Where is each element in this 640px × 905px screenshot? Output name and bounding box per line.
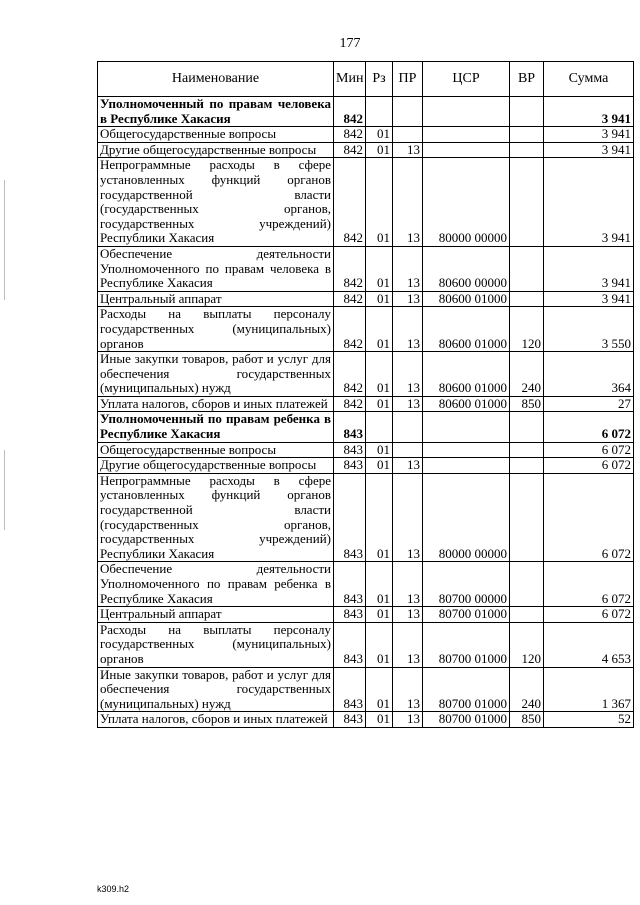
cell-pr: 13 (393, 458, 423, 474)
cell-pr: 13 (393, 562, 423, 607)
cell-name: Уполномоченный по правам человека в Республике Хакасия (98, 97, 334, 127)
cell-name: Обеспечение деятельности Уполномоченного по правам ребенка в Республике Хакасия (98, 562, 334, 607)
cell-name: Другие общегосударственные вопросы (98, 458, 334, 474)
cell-vr (510, 142, 544, 158)
cell-vr (510, 562, 544, 607)
table-row (98, 412, 634, 442)
cell-name: Уплата налогов, сборов и иных платежей (98, 396, 334, 412)
cell-pr (393, 412, 423, 442)
cell-min: 843 (334, 607, 366, 623)
cell-vr: 850 (510, 712, 544, 728)
cell-csr: 80600 01000 (423, 396, 510, 412)
cell-rz: 01 (366, 562, 393, 607)
cell-sum: 4 653 (544, 622, 634, 667)
table-row (98, 97, 634, 127)
footer-code: k309.h2 (97, 884, 130, 894)
cell-vr (510, 127, 544, 143)
cell-min: 842 (334, 352, 366, 397)
cell-min: 843 (334, 473, 366, 562)
cell-csr (423, 442, 510, 458)
table-row (98, 246, 634, 291)
cell-name: Непрограммные расходы в сфере установленных функций органов государственной власти (государственных органов, государственных учреждений) Республики Хакасия (98, 473, 334, 562)
cell-min: 842 (334, 142, 366, 158)
cell-rz: 01 (366, 158, 393, 247)
cell-pr: 13 (393, 158, 423, 247)
cell-min: 842 (334, 291, 366, 307)
cell-sum: 27 (544, 396, 634, 412)
table-row (98, 712, 634, 728)
table-row (98, 442, 634, 458)
cell-vr (510, 246, 544, 291)
cell-pr: 13 (393, 622, 423, 667)
header-vr: ВР (510, 62, 544, 97)
table-row (98, 352, 634, 397)
cell-pr (393, 442, 423, 458)
cell-csr (423, 142, 510, 158)
table-row (98, 473, 634, 562)
cell-min: 842 (334, 127, 366, 143)
cell-name: Расходы на выплаты персоналу государственных (муниципальных) органов (98, 622, 334, 667)
cell-csr (423, 458, 510, 474)
cell-vr (510, 97, 544, 127)
margin-mark (4, 180, 5, 300)
margin-mark (4, 450, 5, 530)
cell-rz: 01 (366, 127, 393, 143)
cell-sum: 6 072 (544, 607, 634, 623)
table-row (98, 127, 634, 143)
cell-sum: 6 072 (544, 458, 634, 474)
header-rz: Рз (366, 62, 393, 97)
cell-sum: 52 (544, 712, 634, 728)
cell-vr (510, 607, 544, 623)
cell-pr: 13 (393, 246, 423, 291)
cell-min: 843 (334, 442, 366, 458)
cell-vr: 850 (510, 396, 544, 412)
header-pr: ПР (393, 62, 423, 97)
cell-sum: 3 941 (544, 127, 634, 143)
table-row (98, 307, 634, 352)
cell-pr: 13 (393, 712, 423, 728)
cell-csr: 80700 00000 (423, 562, 510, 607)
cell-min: 843 (334, 562, 366, 607)
table-row (98, 607, 634, 623)
cell-name: Центральный аппарат (98, 291, 334, 307)
cell-min: 842 (334, 396, 366, 412)
cell-sum: 3 941 (544, 97, 634, 127)
header-sum: Сумма (544, 62, 634, 97)
page-number: 177 (339, 36, 361, 51)
header-name: Наименование (98, 62, 334, 97)
budget-table (97, 61, 634, 728)
table-body (98, 97, 634, 728)
cell-vr: 120 (510, 622, 544, 667)
cell-name: Общегосударственные вопросы (98, 442, 334, 458)
cell-pr: 13 (393, 291, 423, 307)
cell-pr: 13 (393, 607, 423, 623)
cell-rz: 01 (366, 607, 393, 623)
cell-csr: 80700 01000 (423, 667, 510, 712)
cell-rz (366, 412, 393, 442)
cell-csr: 80000 00000 (423, 473, 510, 562)
cell-rz: 01 (366, 712, 393, 728)
cell-vr (510, 412, 544, 442)
cell-pr: 13 (393, 667, 423, 712)
cell-rz: 01 (366, 246, 393, 291)
cell-pr: 13 (393, 352, 423, 397)
cell-sum: 3 941 (544, 246, 634, 291)
cell-sum: 3 941 (544, 142, 634, 158)
cell-csr: 80600 01000 (423, 307, 510, 352)
cell-sum: 3 941 (544, 291, 634, 307)
cell-vr (510, 473, 544, 562)
cell-pr: 13 (393, 473, 423, 562)
cell-min: 843 (334, 412, 366, 442)
header-min: Мин (334, 62, 366, 97)
cell-vr (510, 458, 544, 474)
cell-pr: 13 (393, 142, 423, 158)
cell-sum: 6 072 (544, 562, 634, 607)
table-row (98, 396, 634, 412)
cell-csr: 80600 00000 (423, 246, 510, 291)
cell-csr: 80000 00000 (423, 158, 510, 247)
cell-vr (510, 442, 544, 458)
cell-rz (366, 97, 393, 127)
cell-name: Центральный аппарат (98, 607, 334, 623)
cell-name: Уплата налогов, сборов и иных платежей (98, 712, 334, 728)
cell-sum: 6 072 (544, 473, 634, 562)
cell-min: 842 (334, 97, 366, 127)
cell-csr: 80700 01000 (423, 712, 510, 728)
header-csr: ЦСР (423, 62, 510, 97)
cell-vr: 120 (510, 307, 544, 352)
cell-csr (423, 412, 510, 442)
cell-rz: 01 (366, 667, 393, 712)
cell-pr (393, 97, 423, 127)
cell-rz: 01 (366, 396, 393, 412)
cell-name: Иные закупки товаров, работ и услуг для обеспечения государственных (муниципальных) нужд (98, 667, 334, 712)
cell-name: Расходы на выплаты персоналу государственных (муниципальных) органов (98, 307, 334, 352)
cell-vr (510, 158, 544, 247)
cell-name: Уполномоченный по правам ребенка в Республике Хакасия (98, 412, 334, 442)
table-row (98, 291, 634, 307)
cell-pr: 13 (393, 396, 423, 412)
table-header-row (98, 62, 634, 97)
table-row (98, 142, 634, 158)
cell-name: Общегосударственные вопросы (98, 127, 334, 143)
cell-sum: 3 550 (544, 307, 634, 352)
table-row (98, 622, 634, 667)
cell-vr (510, 291, 544, 307)
table-row (98, 562, 634, 607)
cell-rz: 01 (366, 458, 393, 474)
cell-name: Непрограммные расходы в сфере установленных функций органов государственной власти (государственных органов, государственных учреждений) Республики Хакасия (98, 158, 334, 247)
cell-sum: 1 367 (544, 667, 634, 712)
cell-sum: 6 072 (544, 412, 634, 442)
cell-sum: 3 941 (544, 158, 634, 247)
cell-min: 843 (334, 622, 366, 667)
cell-csr: 80700 01000 (423, 607, 510, 623)
cell-sum: 364 (544, 352, 634, 397)
cell-csr: 80600 01000 (423, 291, 510, 307)
cell-sum: 6 072 (544, 442, 634, 458)
cell-name: Иные закупки товаров, работ и услуг для обеспечения государственных (муниципальных) нужд (98, 352, 334, 397)
cell-rz: 01 (366, 142, 393, 158)
cell-rz: 01 (366, 307, 393, 352)
cell-csr: 80700 01000 (423, 622, 510, 667)
table-row (98, 158, 634, 247)
cell-name: Обеспечение деятельности Уполномоченного по правам человека в Республике Хакасия (98, 246, 334, 291)
cell-name: Другие общегосударственные вопросы (98, 142, 334, 158)
cell-min: 843 (334, 712, 366, 728)
cell-min: 843 (334, 667, 366, 712)
cell-min: 842 (334, 158, 366, 247)
cell-rz: 01 (366, 352, 393, 397)
cell-vr: 240 (510, 667, 544, 712)
cell-pr (393, 127, 423, 143)
cell-rz: 01 (366, 622, 393, 667)
cell-csr: 80600 01000 (423, 352, 510, 397)
cell-pr: 13 (393, 307, 423, 352)
cell-rz: 01 (366, 291, 393, 307)
cell-min: 843 (334, 458, 366, 474)
cell-rz: 01 (366, 442, 393, 458)
cell-csr (423, 127, 510, 143)
table-row (98, 667, 634, 712)
cell-vr: 240 (510, 352, 544, 397)
cell-min: 842 (334, 307, 366, 352)
cell-csr (423, 97, 510, 127)
cell-min: 842 (334, 246, 366, 291)
table-row (98, 458, 634, 474)
cell-rz: 01 (366, 473, 393, 562)
